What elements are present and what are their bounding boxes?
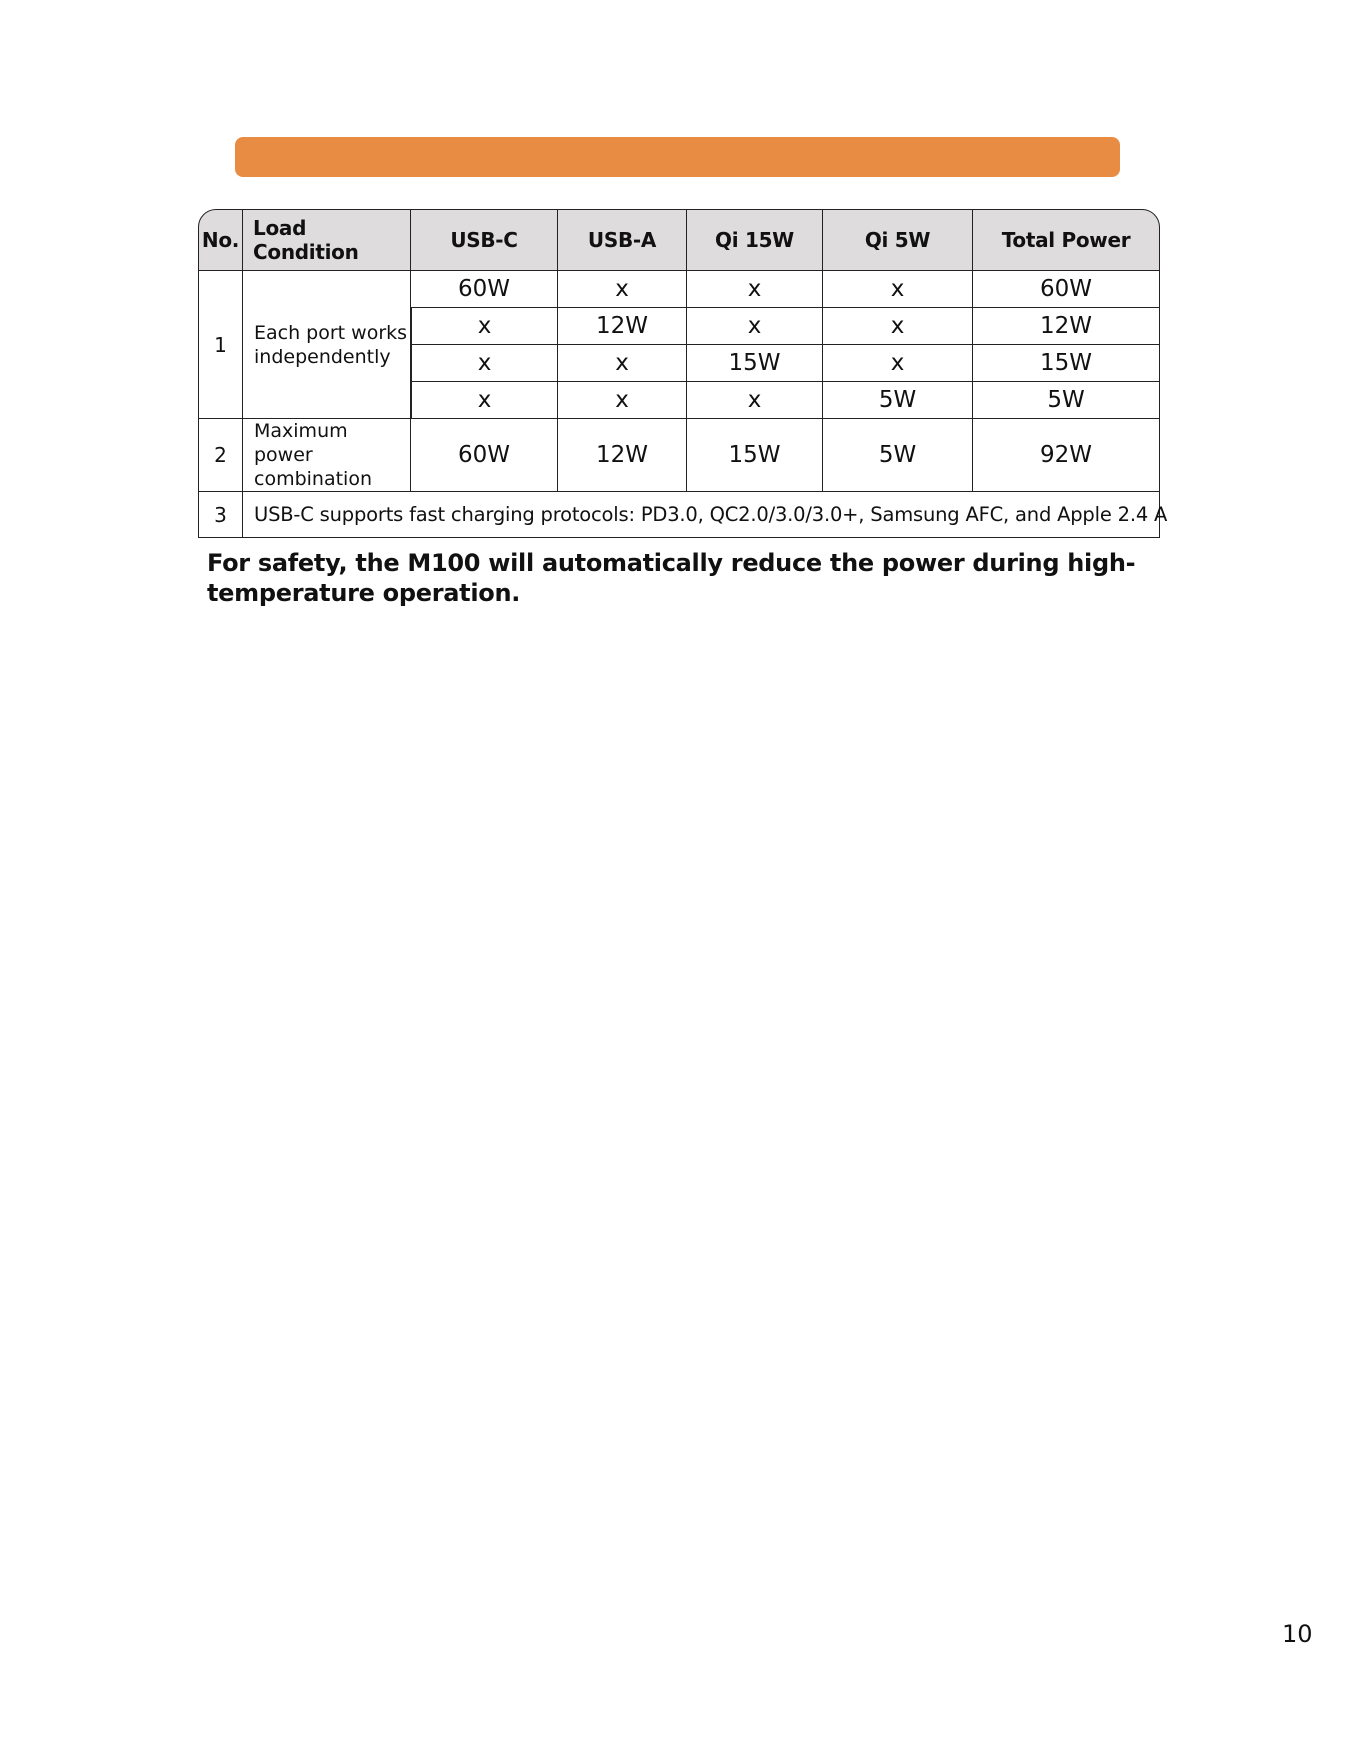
cell-qi-5w: 5W — [823, 419, 973, 492]
cell-qi-15w: x — [687, 271, 823, 308]
load-condition-cell: Each port works independently — [243, 271, 411, 419]
header-no: No. — [198, 209, 243, 271]
cell-qi-5w: x — [823, 345, 973, 382]
cell-total-power: 5W — [973, 382, 1160, 419]
cell-usb-a: 12W — [558, 308, 687, 345]
table-header-row — [198, 209, 1160, 271]
header-load-condition: Load Condition — [243, 209, 411, 271]
safety-note: For safety, the M100 will automatically reduce the power during high-temperature operation. — [207, 549, 1136, 607]
cell-total-power: 92W — [973, 419, 1160, 492]
power-spec-table-container — [198, 209, 1168, 538]
header-total-power: Total Power — [973, 209, 1160, 271]
cell-qi-5w: x — [823, 271, 973, 308]
table-row — [198, 492, 1160, 538]
cell-usb-a: x — [558, 271, 687, 308]
cell-qi-5w: x — [823, 308, 973, 345]
fast-charging-note: USB-C supports fast charging protocols: PD3.0, QC2.0/3.0/3.0+, Samsung AFC, and Apple 2.4 A — [243, 492, 1160, 538]
cell-usb-c: x — [411, 382, 558, 419]
cell-usb-a: x — [558, 345, 687, 382]
section-header-bar — [235, 137, 1120, 177]
header-qi-15w: Qi 15W — [687, 209, 823, 271]
load-condition-cell: Maximum power combination — [243, 419, 411, 492]
cell-usb-a: x — [558, 382, 687, 419]
cell-usb-c: x — [411, 308, 558, 345]
header-usb-a: USB-A — [558, 209, 687, 271]
cell-total-power: 15W — [973, 345, 1160, 382]
table-row — [198, 271, 1160, 308]
cell-qi-15w: 15W — [687, 345, 823, 382]
cell-total-power: 60W — [973, 271, 1160, 308]
cell-usb-c: 60W — [411, 271, 558, 308]
cell-usb-c: 60W — [411, 419, 558, 492]
header-qi-5w: Qi 5W — [823, 209, 973, 271]
cell-qi-15w: 15W — [687, 419, 823, 492]
cell-qi-5w: 5W — [823, 382, 973, 419]
cell-total-power: 12W — [973, 308, 1160, 345]
cell-usb-a: 12W — [558, 419, 687, 492]
row-number: 3 — [198, 492, 243, 538]
page-number: 10 — [1282, 1620, 1313, 1648]
header-usb-c: USB-C — [411, 209, 558, 271]
row-number: 1 — [198, 271, 243, 419]
cell-qi-15w: x — [687, 382, 823, 419]
cell-qi-15w: x — [687, 308, 823, 345]
power-spec-table — [198, 209, 1168, 538]
table-row — [198, 419, 1160, 492]
row-number: 2 — [198, 419, 243, 492]
cell-usb-c: x — [411, 345, 558, 382]
